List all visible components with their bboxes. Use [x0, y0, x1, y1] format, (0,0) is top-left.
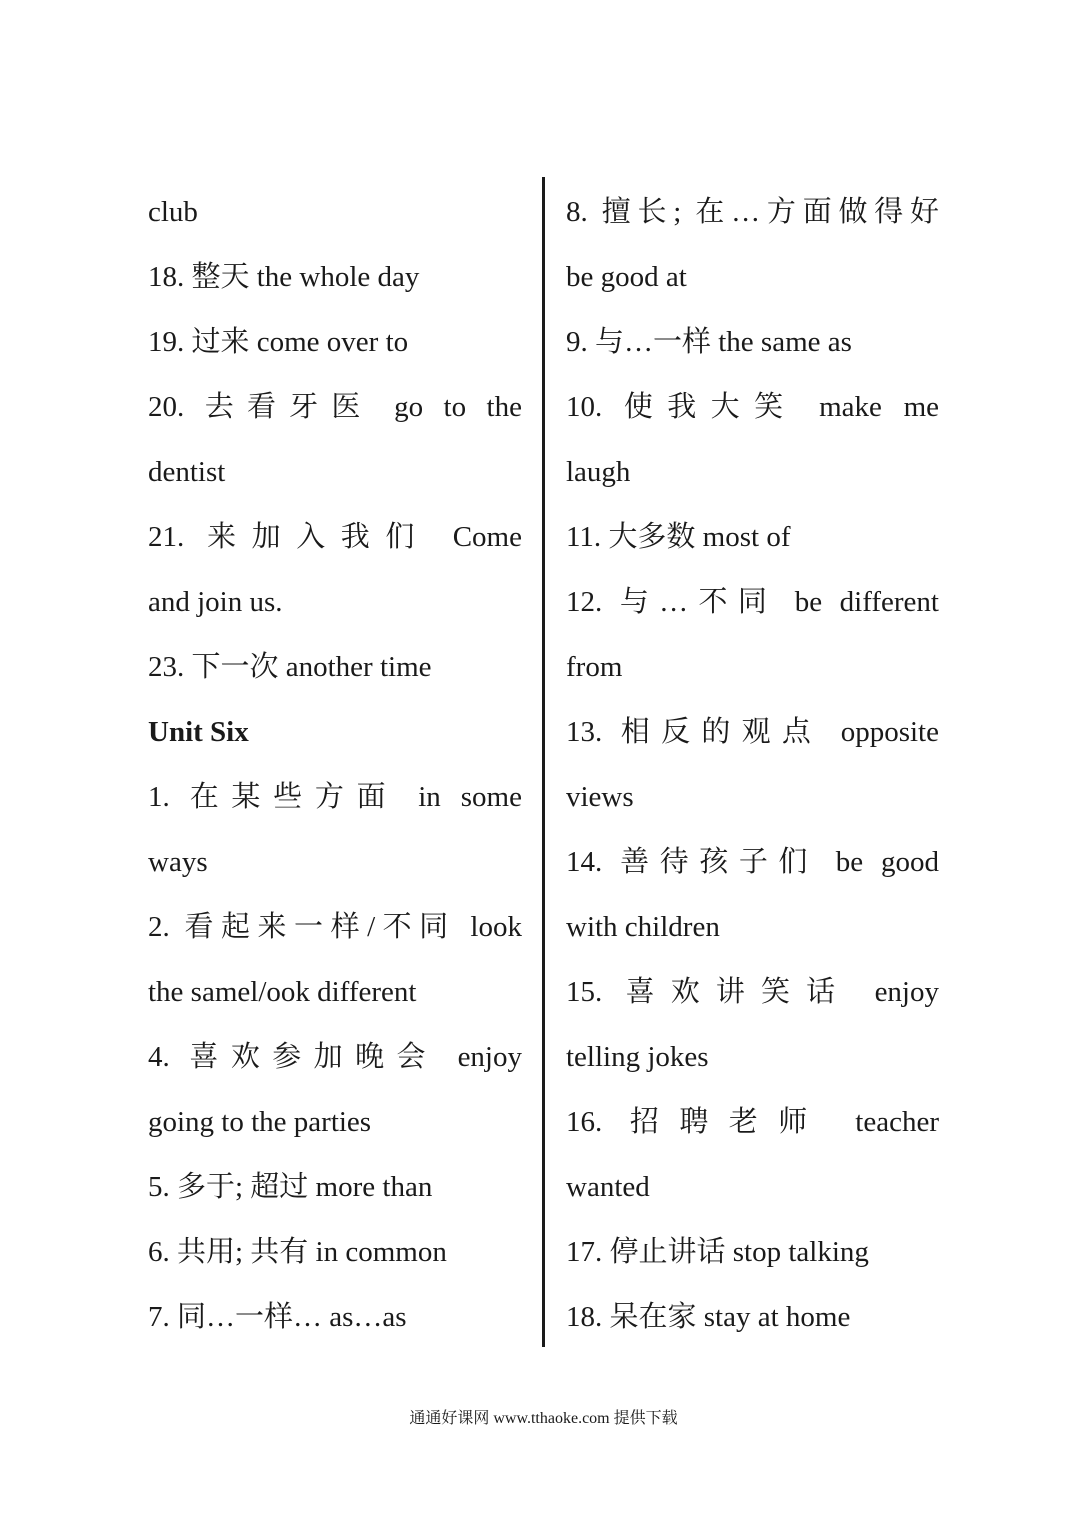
- vocab-line: going to the parties: [148, 1106, 372, 1138]
- vocab-line: 18. 整天 the whole day: [148, 261, 420, 293]
- vocab-line: 5. 多于; 超过 more than: [148, 1171, 433, 1203]
- vocab-line: 11. 大多数 most of: [566, 521, 791, 553]
- vocab-line: telling jokes: [566, 1041, 709, 1073]
- left-column: [148, 180, 522, 1350]
- vocab-line: from: [566, 651, 623, 683]
- vocab-line: 8. 擅长; 在…方面做得好: [566, 196, 939, 228]
- vocab-line: dentist: [148, 456, 226, 488]
- vocab-line: 19. 过来 come over to: [148, 326, 409, 358]
- vocab-line: 7. 同…一样… as…as: [148, 1301, 407, 1333]
- vocab-line: ways: [148, 846, 208, 878]
- vocab-line: the samel/ook different: [148, 976, 417, 1008]
- vocab-line: views: [566, 781, 634, 813]
- vocab-line: and join us.: [148, 586, 283, 618]
- vocab-line: 17. 停止讲话 stop talking: [566, 1236, 869, 1268]
- vocab-line: 4. 喜欢参加晚会 enjoy: [148, 1041, 522, 1073]
- page-footer: 通通好课网 www.tthaoke.com 提供下载: [409, 1410, 678, 1427]
- vocab-line: 18. 呆在家 stay at home: [566, 1301, 851, 1333]
- vocab-line: 12. 与…不同 be different: [566, 586, 939, 618]
- vocab-line: 6. 共用; 共有 in common: [148, 1236, 447, 1268]
- vocab-line: 10. 使我大笑 make me: [566, 391, 939, 423]
- vocab-line: 16. 招聘老师 teacher: [566, 1106, 939, 1138]
- vocab-line: 1. 在某些方面 in some: [148, 781, 522, 813]
- vocab-line: 14. 善待孩子们 be good: [566, 846, 939, 878]
- vocab-line: 23. 下一次 another time: [148, 651, 432, 683]
- vocab-line: wanted: [566, 1171, 650, 1203]
- column-divider: [542, 177, 545, 1347]
- unit-heading: Unit Six: [148, 716, 249, 748]
- vocab-line: laugh: [566, 456, 631, 488]
- vocab-line: 20. 去看牙医 go to the: [148, 391, 522, 423]
- vocab-line: 9. 与…一样 the same as: [566, 326, 852, 358]
- right-column: [566, 180, 939, 1350]
- vocab-line: 2. 看起来一样/不同 look: [148, 911, 522, 943]
- vocab-line: 15. 喜欢讲笑话 enjoy: [566, 976, 939, 1008]
- vocab-line: 13. 相反的观点 opposite: [566, 716, 939, 748]
- vocab-line: be good at: [566, 261, 687, 293]
- vocab-line: with children: [566, 911, 720, 943]
- vocab-line: club: [148, 196, 198, 228]
- vocab-line: 21. 来加入我们 Come: [148, 521, 522, 553]
